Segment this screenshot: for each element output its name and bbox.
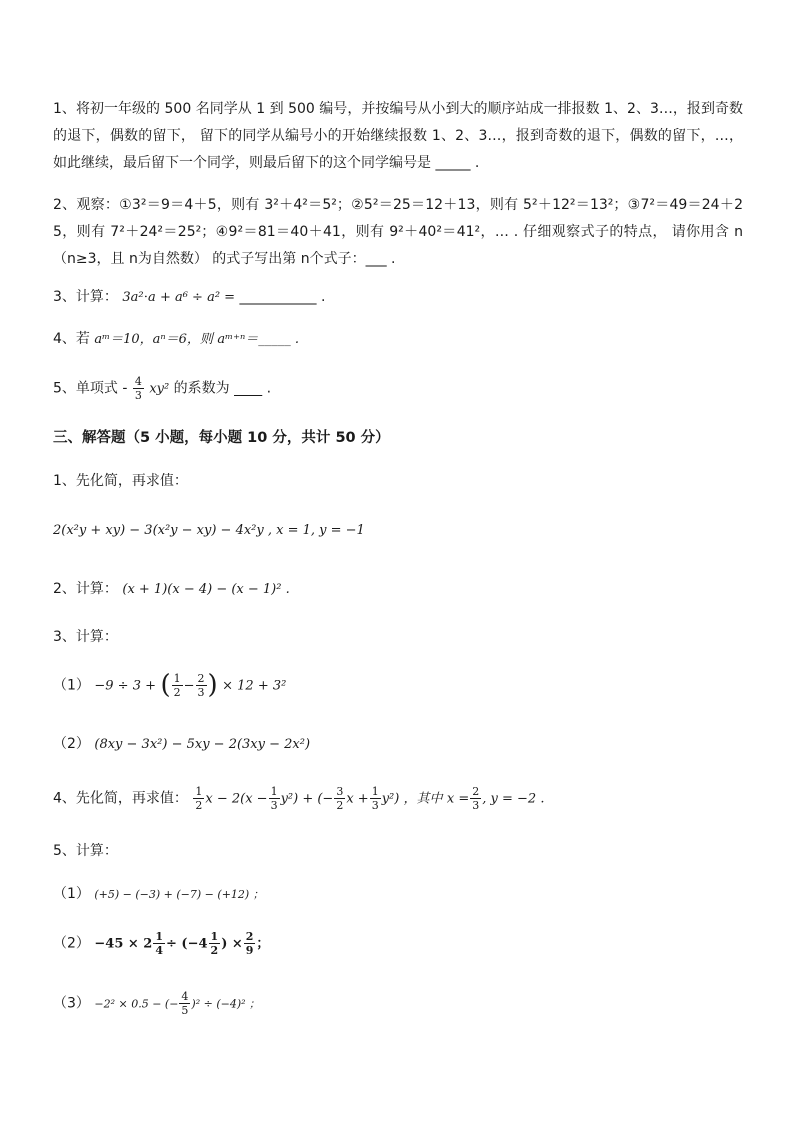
math-expression: −2² × 0.5 − (− <box>94 997 179 1011</box>
fill-question-4 <box>53 326 743 353</box>
sub-question-number: （2） <box>53 935 90 952</box>
sub-question-number: （2） <box>53 736 90 752</box>
fraction: $\frac{1}{3}$ <box>371 785 379 812</box>
math-expression: −45 × 2 <box>94 936 153 952</box>
question-number: 4、若 <box>53 331 90 347</box>
fill-question-1: 1、将初一年级的 500 名同学从 1 到 500 编号，并按编号从小到大的顺序站成一排报数 1、2、3…，报到奇数的退下，偶数的留下， 留下的同学从编号小的开始继续报数 1、2、3…，报到奇数的退下，偶数的留下，…，如此继续，最后留下一个同学，则最后留下的这个同学编号是 _____ . <box>53 101 743 171</box>
math-expression: x + <box>346 791 369 807</box>
fraction: $\frac{1}{2}$ <box>195 785 203 812</box>
math-expression: x − 2(x − <box>205 791 268 807</box>
math-expression: , y = −2 . <box>482 791 545 807</box>
math-expression: −9 ÷ 3 + <box>94 678 156 694</box>
question-number: 3、计算： <box>53 289 118 305</box>
answer-blank: ___________ . <box>239 289 326 305</box>
math-variable: xy² <box>149 381 170 397</box>
fraction: $\frac{2}{3}$ <box>472 785 480 812</box>
solve-question-1-expression: 2(x²y + xy) − 3(x²y − xy) − 4x²y , x = 1, y = −1 <box>53 523 365 538</box>
question-number: 5、单项式 - <box>53 380 128 397</box>
fill-question-3 <box>53 284 743 311</box>
math-expression: aᵐ⁺ⁿ＝_____ . <box>217 332 300 347</box>
sub-question-number: （3） <box>53 995 90 1012</box>
math-expression: ÷ (−4 <box>166 936 208 952</box>
fraction: $\frac{1}{2}$ <box>210 930 219 957</box>
question-number: 4、先化简，再求值： <box>53 790 188 807</box>
right-paren: ) <box>207 670 218 700</box>
fraction: $\frac{1}{4}$ <box>155 930 164 957</box>
solve-question-2 <box>53 576 743 603</box>
math-expression: y²) + (− <box>280 791 334 807</box>
math-expression: ； <box>256 936 270 952</box>
fill-question-2: 2、观察：①3²＝9＝4＋5，则有 3²＋4²＝5²；②5²＝25＝12＋13，则有 5²＋12²＝13²；③7²＝49＝24＋25，则有 7²＋24²＝25²；④9²＝81＝40＋41，则有 9²＋40²＝41²，… . 仔细观察式子的特点， 请你用含 n（n≥3，且 n为自然数） 的式子写出第 n个式子：___ . <box>53 197 743 267</box>
solve-question-5-label: 5、计算： <box>53 843 118 859</box>
solve-question-3-part-2 <box>53 731 743 758</box>
solve-question-3-part-1 <box>53 672 743 700</box>
solve-question-3-label: 3、计算： <box>53 629 118 645</box>
fraction: $\frac{4}{5}$ <box>181 990 189 1017</box>
fraction: $\frac{1}{3}$ <box>270 785 278 812</box>
question-text: 的系数为 ____ . <box>173 380 272 397</box>
sub-question-number: （1） <box>53 677 90 694</box>
math-expression: )² ÷ (−4)² ； <box>191 997 261 1011</box>
fraction: $\frac{3}{2}$ <box>336 785 344 812</box>
math-expression: 3a²⋅a + a⁶ ÷ a² = <box>122 290 236 305</box>
fraction: $\frac{2}{9}$ <box>245 930 254 957</box>
math-expression: aᵐ＝10，aⁿ＝6，则 <box>94 332 213 347</box>
question-number: 2、计算： <box>53 581 118 597</box>
solve-question-5-part-3 <box>53 990 743 1018</box>
fraction: $\frac{4}{3}$ <box>134 375 142 402</box>
sub-question-number: （1） <box>53 886 90 902</box>
fraction: $\frac{2}{3}$ <box>197 672 205 699</box>
solve-question-1-label: 1、先化简，再求值： <box>53 473 188 489</box>
fill-question-5 <box>53 375 743 403</box>
math-expression: y²) ，其中 <box>381 791 443 807</box>
section-title: 三、解答题（5 小题，每小题 10 分，共计 50 分） <box>53 430 390 446</box>
math-expression: x = <box>446 791 470 807</box>
math-expression: (8xy − 3x²) − 5xy − 2(3xy − 2x²) <box>94 737 311 752</box>
solve-question-4 <box>53 785 743 813</box>
solve-question-5-part-2 <box>53 930 743 958</box>
math-expression: (x + 1)(x − 4) − (x − 1)² . <box>122 582 290 597</box>
minus-sign: − <box>183 678 195 694</box>
solve-question-5-part-1 <box>53 881 743 908</box>
math-expression: (+5) − (−3) + (−7) − (+12) ； <box>94 888 264 901</box>
left-paren: ( <box>160 670 171 700</box>
math-expression: ) × <box>221 936 243 952</box>
math-expression: × 12 + 3² <box>222 678 287 694</box>
fraction: $\frac{1}{2}$ <box>173 672 181 699</box>
